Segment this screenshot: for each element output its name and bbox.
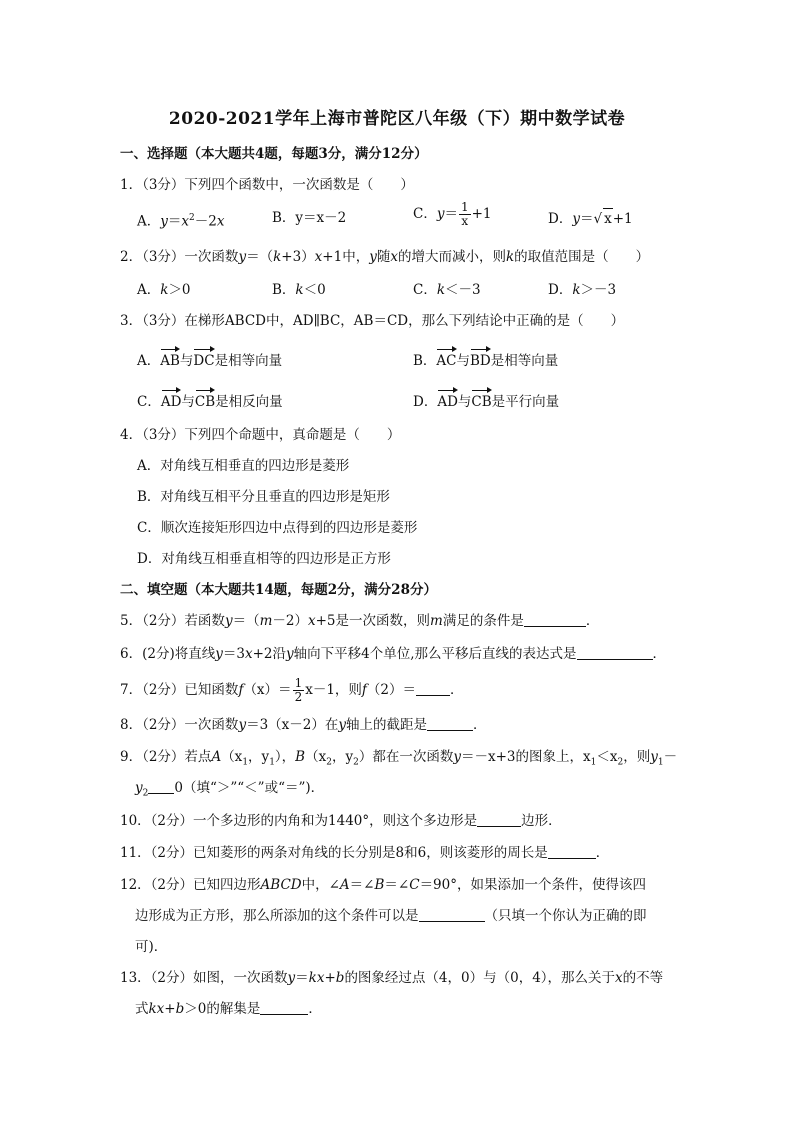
q12-line-3: 可)． xyxy=(135,939,168,955)
page-title: 2020-2021学年上海市普陀区八年级（下）期中数学试卷 xyxy=(168,109,626,129)
q9-line-1: 9．（2分）若点$A(x_1$，$y_1$），$B(x_2$，$y_2$）都在一次函数y＝－x+3的图象上，$x_1<x_2$，则$y_1-$ xyxy=(120,749,678,768)
answer-blank[interactable] xyxy=(477,812,521,827)
q4-option-d[interactable]: D．对角线互相垂直相等的四边形是正方形 xyxy=(137,551,391,567)
q5: 5．（2分）若函数y＝（m－2）x+5是一次函数，则m满足的条件是 ． xyxy=(120,613,600,629)
q4-stem: 4．（3分）下列四个命题中，真命题是（ ） xyxy=(120,427,401,443)
q2-option-b[interactable]: B．k＜0 xyxy=(272,282,326,298)
option-text: y＝x－2 xyxy=(295,210,347,226)
q4-option-c[interactable]: C．顺次连接矩形四边中点得到的四边形是菱形 xyxy=(137,520,418,536)
q9-line-2: $y_2$ 0（填“＞”“＜”或“＝”)． xyxy=(135,780,325,799)
q2-option-d[interactable]: D．k＞－3 xyxy=(548,282,617,298)
q11: 11．（2分）已知菱形的两条对角线的长分别是8和6，则该菱形的周长是 ． xyxy=(120,845,610,861)
section-1-heading: 一、选择题（本大题共4题，每题3分，满分12分） xyxy=(120,146,428,162)
q1-option-c[interactable]: C．y＝ $\frac{1}{x}$ +1 xyxy=(413,200,492,228)
q13-line-2: 式kx+b＞0的解集是 ． xyxy=(135,1001,322,1017)
q3-option-a[interactable]: A．AB与DC是相等向量 xyxy=(137,347,282,371)
q3-option-b[interactable]: B．AC与BD是相等向量 xyxy=(413,347,558,371)
q2-option-a[interactable]: A．k＞0 xyxy=(137,282,191,298)
q3-stem: 3．（3分）在梯形ABCD中，AD∥BC，AB＝CD，那么下列结论中正确的是（ ） xyxy=(120,313,625,329)
q12-line-2: 边形成为正方形，那么所添加的这个条件可以是 （只填一个你认为正确的即 xyxy=(135,908,647,924)
answer-blank[interactable] xyxy=(260,1000,308,1015)
vector: AB xyxy=(160,347,180,371)
answer-blank[interactable] xyxy=(148,779,174,794)
vector: BD xyxy=(470,347,491,371)
q2-stem: 2．（3分）一次函数y＝（k+3）x+1中，y随x的增大而减小，则k的取值范围是（ ） xyxy=(120,249,650,265)
q6: 6．(2分)将直线y＝3x+2沿y轴向下平移4个单位,那么平移后直线的表达式是 ． xyxy=(120,646,667,662)
q4-option-a[interactable]: A．对角线互相垂直的四边形是菱形 xyxy=(137,458,350,474)
answer-blank[interactable] xyxy=(577,645,653,660)
vector: AD xyxy=(437,388,458,412)
q3-option-d[interactable]: D．AD与CB是平行向量 xyxy=(413,388,559,412)
q4-option-b[interactable]: B．对角线互相平分且垂直的四边形是矩形 xyxy=(137,489,390,505)
q12-line-1: 12．（2分）已知四边形ABCD中，∠A＝∠B＝∠C＝90°，如果添加一个条件，使得该四 xyxy=(120,877,646,893)
answer-blank[interactable] xyxy=(419,907,485,922)
vector: AD xyxy=(161,388,182,412)
q1-option-a[interactable]: A．$y=x^2-2x$ xyxy=(137,213,225,230)
q1-option-b[interactable] xyxy=(272,208,346,228)
q8: 8．（2分）一次函数y＝3（x－2）在y轴上的截距是 ． xyxy=(120,717,487,733)
q3-option-c[interactable]: C．AD与CB是相反向量 xyxy=(137,388,283,412)
section-2-heading: 二、填空题（本大题共14题，每题2分，满分28分） xyxy=(120,582,437,598)
vector: CB xyxy=(471,388,491,412)
answer-blank[interactable] xyxy=(548,844,596,859)
vector: AC xyxy=(436,347,456,371)
answer-blank[interactable] xyxy=(416,681,450,696)
q1-option-d[interactable]: D．y＝√ x+1 xyxy=(548,208,633,229)
q10: 10．（2分）一个多边形的内角和为1440°，则这个多边形是 边形． xyxy=(120,813,562,829)
answer-blank[interactable] xyxy=(524,612,586,627)
q2-option-c[interactable]: C．k＜－3 xyxy=(413,282,481,298)
vector: DC xyxy=(193,347,214,371)
fraction: $\frac{1}{x}$ xyxy=(460,200,469,228)
radicand: x xyxy=(603,208,613,229)
option-label: A． xyxy=(137,213,161,230)
vector: CB xyxy=(195,388,215,412)
answer-blank[interactable] xyxy=(427,716,473,731)
q7: 7．（2分）已知函数f（x）＝ $\frac{1}{2}$ x－1，则f（2）＝ ． xyxy=(120,676,464,704)
q13-line-1: 13．（2分）如图，一次函数y＝kx+b的图象经过点（4，0）与（0，4），那么关于x的不等 xyxy=(120,970,664,986)
option-label: B． xyxy=(272,210,296,226)
q1-stem: 1．（3分）下列四个函数中，一次函数是（ ） xyxy=(120,177,414,193)
fraction: $\frac{1}{2}$ xyxy=(294,676,303,704)
